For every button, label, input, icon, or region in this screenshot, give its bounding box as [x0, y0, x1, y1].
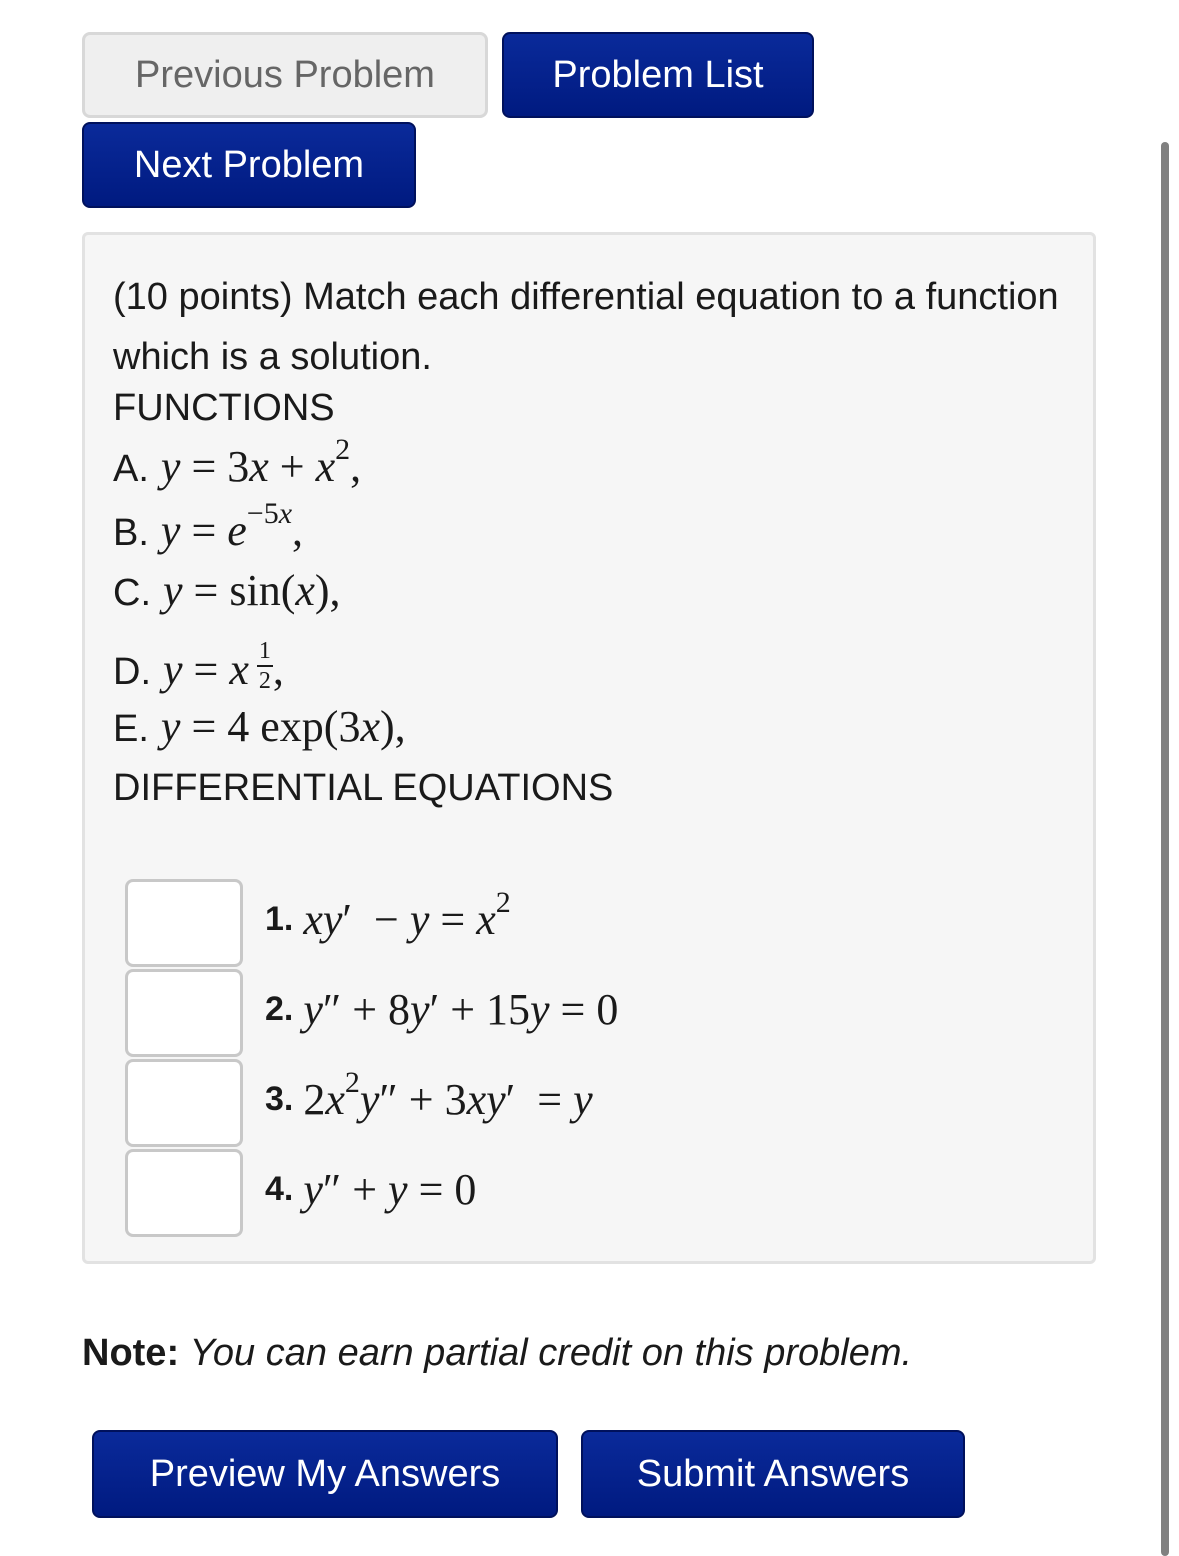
function-d: [113, 639, 284, 699]
vertical-scrollbar[interactable]: [1161, 142, 1169, 1556]
function-e: [113, 701, 406, 761]
equation-3: [265, 1055, 593, 1143]
function-a: [113, 433, 362, 501]
function-letter: E.: [113, 708, 149, 750]
answer-input-2[interactable]: [125, 969, 243, 1057]
equation-2: [265, 965, 618, 1053]
equation-number: 2.: [265, 989, 294, 1028]
equation-4: [265, 1145, 476, 1233]
function-expression: y = sin(x),: [163, 566, 341, 615]
problem-container: [82, 232, 1096, 1264]
function-letter: C.: [113, 572, 151, 614]
function-expression: y = 4 exp(3x),: [160, 702, 406, 751]
note-text: You can earn partial credit on this problem.: [189, 1332, 913, 1374]
partial-credit-note: [82, 1332, 912, 1375]
equations-heading: DIFFERENTIAL EQUATIONS: [113, 767, 614, 809]
answer-input-1[interactable]: [125, 879, 243, 967]
answer-input-4[interactable]: [125, 1149, 243, 1237]
equation-expression: y″ + y = 0: [303, 1164, 477, 1214]
equation-expression: $2x^2y'' + 3xy' = y$: [303, 1065, 593, 1124]
submit-answers-button[interactable]: Submit Answers: [581, 1430, 965, 1518]
function-expression: y = x $\frac{1}{2}$ ,: [163, 638, 284, 694]
equation-expression: y″ + 8y′ + 15y = 0: [303, 984, 619, 1034]
function-expression: $y = 3x + x^2$,: [160, 433, 362, 491]
equation-1: [265, 875, 511, 963]
equation-number: 3.: [265, 1079, 294, 1118]
problem-list-button[interactable]: Problem List: [502, 32, 814, 118]
preview-answers-button[interactable]: Preview My Answers: [92, 1430, 558, 1518]
function-b: [113, 497, 304, 565]
fraction-exponent: $\frac{1}{2}$: [258, 638, 271, 694]
equation-number: 1.: [265, 899, 294, 938]
equation-number: 4.: [265, 1169, 294, 1208]
function-letter: B.: [113, 512, 149, 554]
equation-expression: $xy' - y = x^2$: [303, 885, 511, 944]
next-problem-button[interactable]: Next Problem: [82, 122, 416, 208]
function-expression: $y = e^{-5x}$,: [160, 497, 304, 555]
note-label: Note:: [82, 1332, 180, 1374]
previous-problem-button[interactable]: Previous Problem: [82, 32, 488, 118]
function-letter: A.: [113, 448, 149, 490]
answer-input-3[interactable]: [125, 1059, 243, 1147]
problem-intro: (10 points) Match each differential equation to a function which is a solution.: [113, 276, 1059, 378]
functions-heading: FUNCTIONS: [113, 387, 335, 429]
function-c: [113, 565, 341, 625]
function-letter: D.: [113, 651, 151, 693]
